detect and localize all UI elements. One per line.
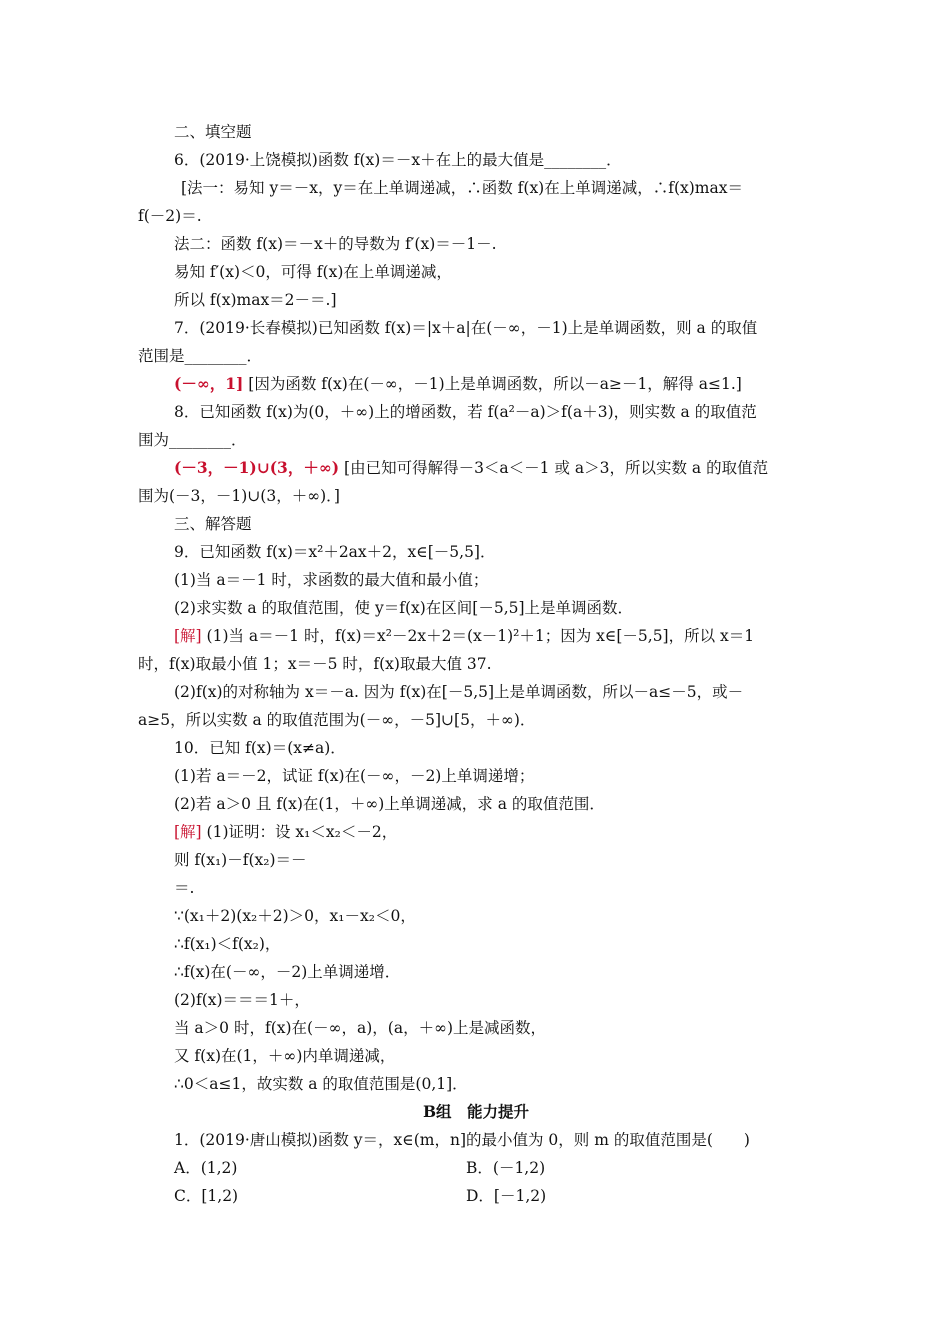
line-text: 三、解答题 [174,515,252,533]
line-text: 又 f(x)在(1，＋∞)内单调递减， [174,1047,396,1065]
text-line [138,230,814,258]
line-text: (2)f(x)的对称轴为 x＝－a. 因为 f(x)在[－5,5]上是单调函数，所以－a≤－5，或－ [174,683,744,701]
text-line [138,594,814,622]
line-text: [由已知可得解得－3＜a＜－1 或 a＞3，所以实数 a 的取值范 [339,459,769,477]
text-line [138,118,814,146]
line-text: 10．已知 f(x)＝(x≠a)． [174,739,346,757]
text-line [138,986,814,1014]
text-line [138,678,814,706]
text-line [138,1042,814,1070]
line-text: 时，f(x)取最小值 1；x＝－5 时，f(x)取最大值 37. [138,655,492,673]
answer-options-row [138,1182,814,1210]
line-text: ∵(x₁＋2)(x₂＋2)＞0，x₁－x₂＜0， [174,907,416,925]
line-text: [因为函数 f(x)在(－∞，－1)上是单调函数，所以－a≥－1，解得 a≤1.] [243,375,742,393]
document-content [138,118,814,1210]
line-text: 6．(2019·上饶模拟)函数 f(x)＝－x＋在上的最大值是________． [174,151,622,169]
line-text: (1)当 a＝－1 时，f(x)＝x²－2x＋2＝(x－1)²＋1；因为 x∈[－5,5]，所以 x＝1 [201,627,755,645]
text-line [138,202,814,230]
option-b: D．[－1,2) [466,1187,547,1205]
text-line [138,762,814,790]
text-line [138,650,814,678]
text-line [138,342,814,370]
line-text: a≥5，所以实数 a 的取值范围为(－∞，－5]∪[5，＋∞)． [138,711,536,729]
line-text: 9．已知函数 f(x)＝x²＋2ax＋2，x∈[－5,5]． [174,543,496,561]
text-line [138,1070,814,1098]
text-line [138,818,814,846]
text-line [138,622,814,650]
line-text: 1．(2019·唐山模拟)函数 y＝，x∈(m，n]的最小值为 0，则 m 的取值范围是( ) [174,1131,750,1149]
line-text: (1)若 a＝－2，试证 f(x)在(－∞，－2)上单调递增； [174,767,535,785]
text-line [138,734,814,762]
text-line [138,314,814,342]
option-a: A．(1,2) [174,1159,238,1177]
text-line [138,398,814,426]
answer-label: (－∞，1] [174,374,244,393]
line-text: (1)当 a＝－1 时，求函数的最大值和最小值； [174,571,489,589]
line-text: 7．(2019·长春模拟)已知函数 f(x)＝|x＋a|在(－∞，－1)上是单调函数，则 a 的取值 [174,319,758,337]
text-line [138,286,814,314]
text-line [138,874,814,902]
line-text: ∴f(x₁)＜f(x₂)， [174,935,281,953]
text-line [138,1126,814,1154]
line-text: 围为(－3，－1)∪(3，＋∞)．] [138,487,340,505]
text-line [138,846,814,874]
text-line [138,454,814,482]
line-text: ∴0＜a≤1，故实数 a 的取值范围是(0,1]． [174,1075,468,1093]
answer-options-row [138,1154,814,1182]
line-text: 当 a＞0 时，f(x)在(－∞，a)，(a，＋∞)上是减函数， [174,1019,547,1037]
line-text: (2)f(x)＝＝＝1＋， [174,991,310,1009]
line-text: 所以 f(x)max＝2－＝.] [174,291,337,309]
answer-label: (－3，－1)∪(3，＋∞) [174,458,340,477]
section-heading [138,1098,814,1126]
line-text: 围为________． [138,431,247,449]
text-line [138,538,814,566]
text-line [138,426,814,454]
text-line [138,706,814,734]
text-line [138,566,814,594]
line-text: [法一：易知 y＝－x，y＝在上单调递减，∴函数 f(x)在上单调递减，∴f(x)max＝ [181,179,743,197]
text-line [138,958,814,986]
text-line [138,174,814,202]
line-text: f(－2)＝. [138,207,202,225]
text-line [138,510,814,538]
text-line [138,902,814,930]
text-line [138,146,814,174]
line-text: (2)若 a＞0 且 f(x)在(1，＋∞)上单调递减，求 a 的取值范围． [174,795,605,813]
line-text: ＝. [174,879,195,897]
text-line [138,482,814,510]
text-line [138,1014,814,1042]
line-text: (1)证明：设 x₁＜x₂＜－2， [201,823,398,841]
solution-label: [解] [174,627,202,645]
line-text: B组 能力提升 [422,1102,530,1121]
solution-label: [解] [174,823,202,841]
line-text: 二、填空题 [174,123,252,141]
text-line [138,370,814,398]
line-text: 法二：函数 f(x)＝－x＋的导数为 f′(x)＝－1－. [174,235,497,253]
line-text: 易知 f′(x)＜0，可得 f(x)在上单调递减， [174,263,452,281]
option-b: B．(－1,2) [466,1159,546,1177]
line-text: 则 f(x₁)－f(x₂)＝－ [174,851,307,869]
line-text: ∴f(x)在(－∞，－2)上单调递增． [174,963,401,981]
text-line [138,790,814,818]
line-text: 范围是________． [138,347,263,365]
text-line [138,930,814,958]
text-line [138,258,814,286]
option-a: C．[1,2) [174,1187,239,1205]
line-text: (2)求实数 a 的取值范围，使 y＝f(x)在区间[－5,5]上是单调函数． [174,599,634,617]
line-text: 8．已知函数 f(x)为(0，＋∞)上的增函数，若 f(a²－a)＞f(a＋3)，则实数 a 的取值范 [174,403,757,421]
